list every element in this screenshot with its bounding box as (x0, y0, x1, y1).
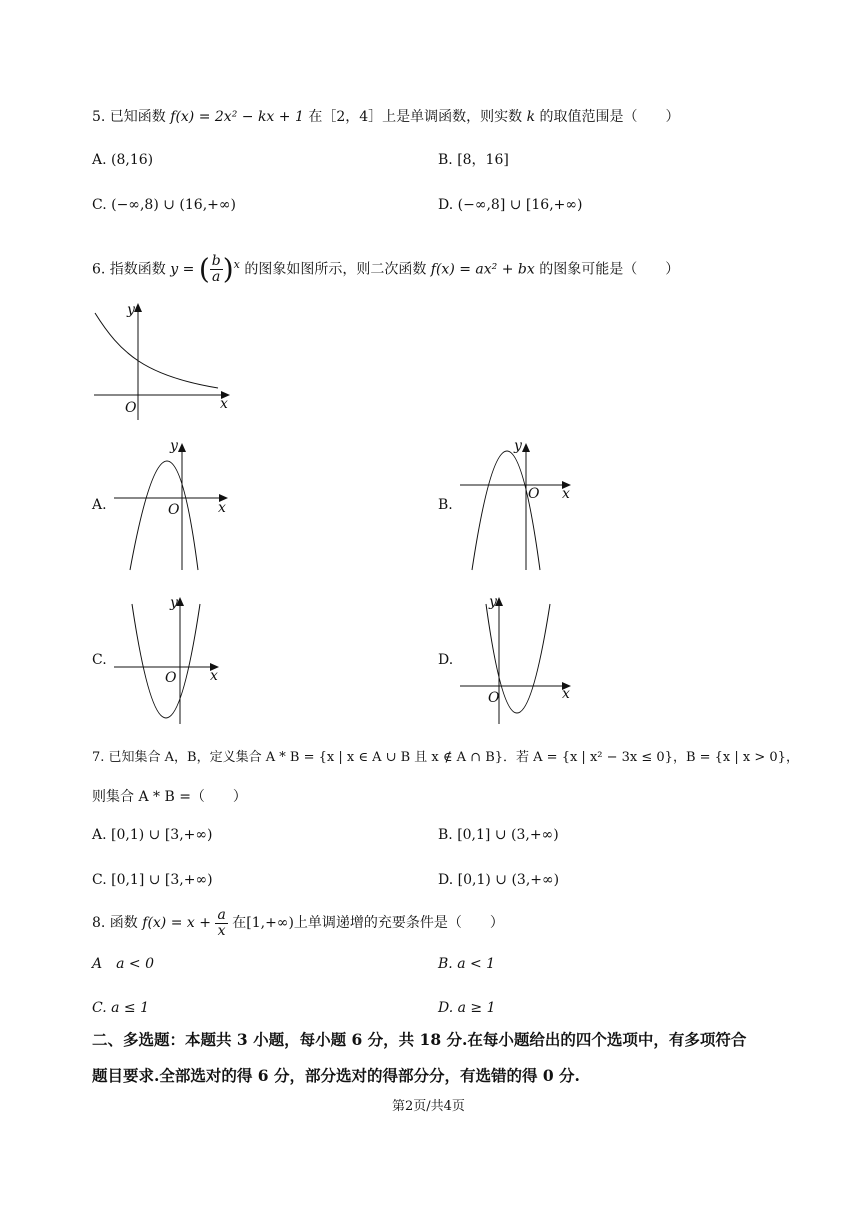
x-axis-label: x (562, 486, 570, 502)
q6-stem-pre: 6. 指数函数 (92, 261, 166, 278)
y-axis-label: y (170, 595, 178, 611)
q6-stem-post: 的图象可能是（ ） (539, 261, 680, 278)
origin-label: O (488, 690, 500, 706)
q5-var: k (526, 109, 536, 125)
q8-option-d[interactable]: D. a ≥ 1 (438, 1000, 496, 1016)
q6-graph-b[interactable] (458, 438, 583, 573)
q5-stem (92, 107, 680, 127)
q7-option-a[interactable]: A. [0,1) ∪ [3,+∞) (92, 827, 213, 843)
q5-option-a[interactable]: A. (8,16) (92, 152, 154, 168)
q6-graph-d[interactable] (458, 592, 583, 727)
origin-label: O (125, 400, 137, 416)
q6-option-b-label[interactable]: B. (438, 497, 453, 513)
y-axis-label: y (127, 302, 135, 318)
q6-stem: 6. 指数函数 y = ( $\frac{b}{a}$ )$^x$ 的图象如图所示，则二次函数 f(x) = ax² + bx 的图象可能是（ ） (92, 252, 680, 286)
q5-option-c[interactable]: C. (−∞,8) ∪ (16,+∞) (92, 197, 236, 213)
q7-option-b[interactable]: B. [0,1] ∪ (3,+∞) (438, 827, 559, 843)
x-axis-label: x (210, 668, 218, 684)
x-axis-label: x (220, 396, 228, 412)
q5-stem-post: 的取值范围是（ ） (539, 109, 680, 125)
q7-option-c[interactable]: C. [0,1] ∪ [3,+∞) (92, 872, 213, 888)
q8-option-a[interactable]: A a < 0 (92, 956, 154, 972)
q6-option-d-label[interactable]: D. (438, 652, 454, 668)
q5-stem-mid: 在［2，4］上是单调函数，则实数 (308, 109, 523, 125)
q7-stem2: 则集合 A * B =（ ） (92, 789, 247, 805)
q8-option-b[interactable]: B. a < 1 (438, 956, 496, 972)
q5-option-b[interactable]: B. [8，16] (438, 152, 509, 168)
x-axis-label: x (218, 500, 226, 516)
q5-formula: f(x) = 2x² − kx + 1 (170, 109, 304, 125)
q8-stem (92, 906, 504, 940)
exponential-graph (90, 298, 240, 423)
q6-exponent: x (233, 258, 240, 271)
q6-graph-a[interactable] (110, 438, 235, 573)
y-axis-label: y (170, 438, 178, 454)
q6-formula-y: y = (170, 261, 195, 278)
x-axis-label: x (562, 686, 570, 702)
q8-fraction: $\frac{a}{x}$ (217, 906, 226, 939)
page-footer: 第2页/共4页 (392, 1099, 465, 1114)
q6-formula2: f(x) = ax² + bx (430, 261, 535, 278)
y-axis-label: y (514, 438, 522, 454)
q8-option-c[interactable]: C. a ≤ 1 (92, 1000, 149, 1016)
q8-formula: f(x) = x + (142, 915, 211, 931)
q5-option-d[interactable]: D. (−∞,8] ∪ [16,+∞) (438, 197, 583, 213)
q7-option-d[interactable]: D. [0,1) ∪ (3,+∞) (438, 872, 560, 888)
q5-stem-pre: 5. 已知函数 (92, 109, 166, 125)
q6-stem-mid: 的图象如图所示，则二次函数 (244, 261, 427, 278)
q8-stem-post: 在[1,+∞)上单调递增的充要条件是（ ） (232, 915, 504, 931)
q6-option-c-label[interactable]: C. (92, 652, 107, 668)
section2-line1: 二、多选题：本题共 3 小题，每小题 6 分，共 18 分.在每小题给出的四个选项中，有多项符合 (92, 1030, 747, 1049)
section2-line2: 题目要求.全部选对的得 6 分，部分选对的得部分分，有选错的得 0 分. (92, 1066, 580, 1085)
q7-stem: 7. 已知集合 A，B，定义集合 A * B = {x | x ∈ A ∪ B 且 x ∉ A ∩ B}．若 A = {x | x² − 3x ≤ 0}，B = {x | x > 0}， (92, 750, 799, 765)
origin-label: O (528, 486, 540, 502)
origin-label: O (165, 670, 177, 686)
q6-option-a-label[interactable]: A. (92, 497, 107, 513)
q6-graph-c[interactable] (110, 592, 235, 727)
origin-label: O (168, 502, 180, 518)
q8-stem-pre: 8. 函数 (92, 915, 138, 931)
q6-fraction: $\frac{b}{a}$ (211, 253, 221, 286)
y-axis-label: y (489, 594, 497, 610)
